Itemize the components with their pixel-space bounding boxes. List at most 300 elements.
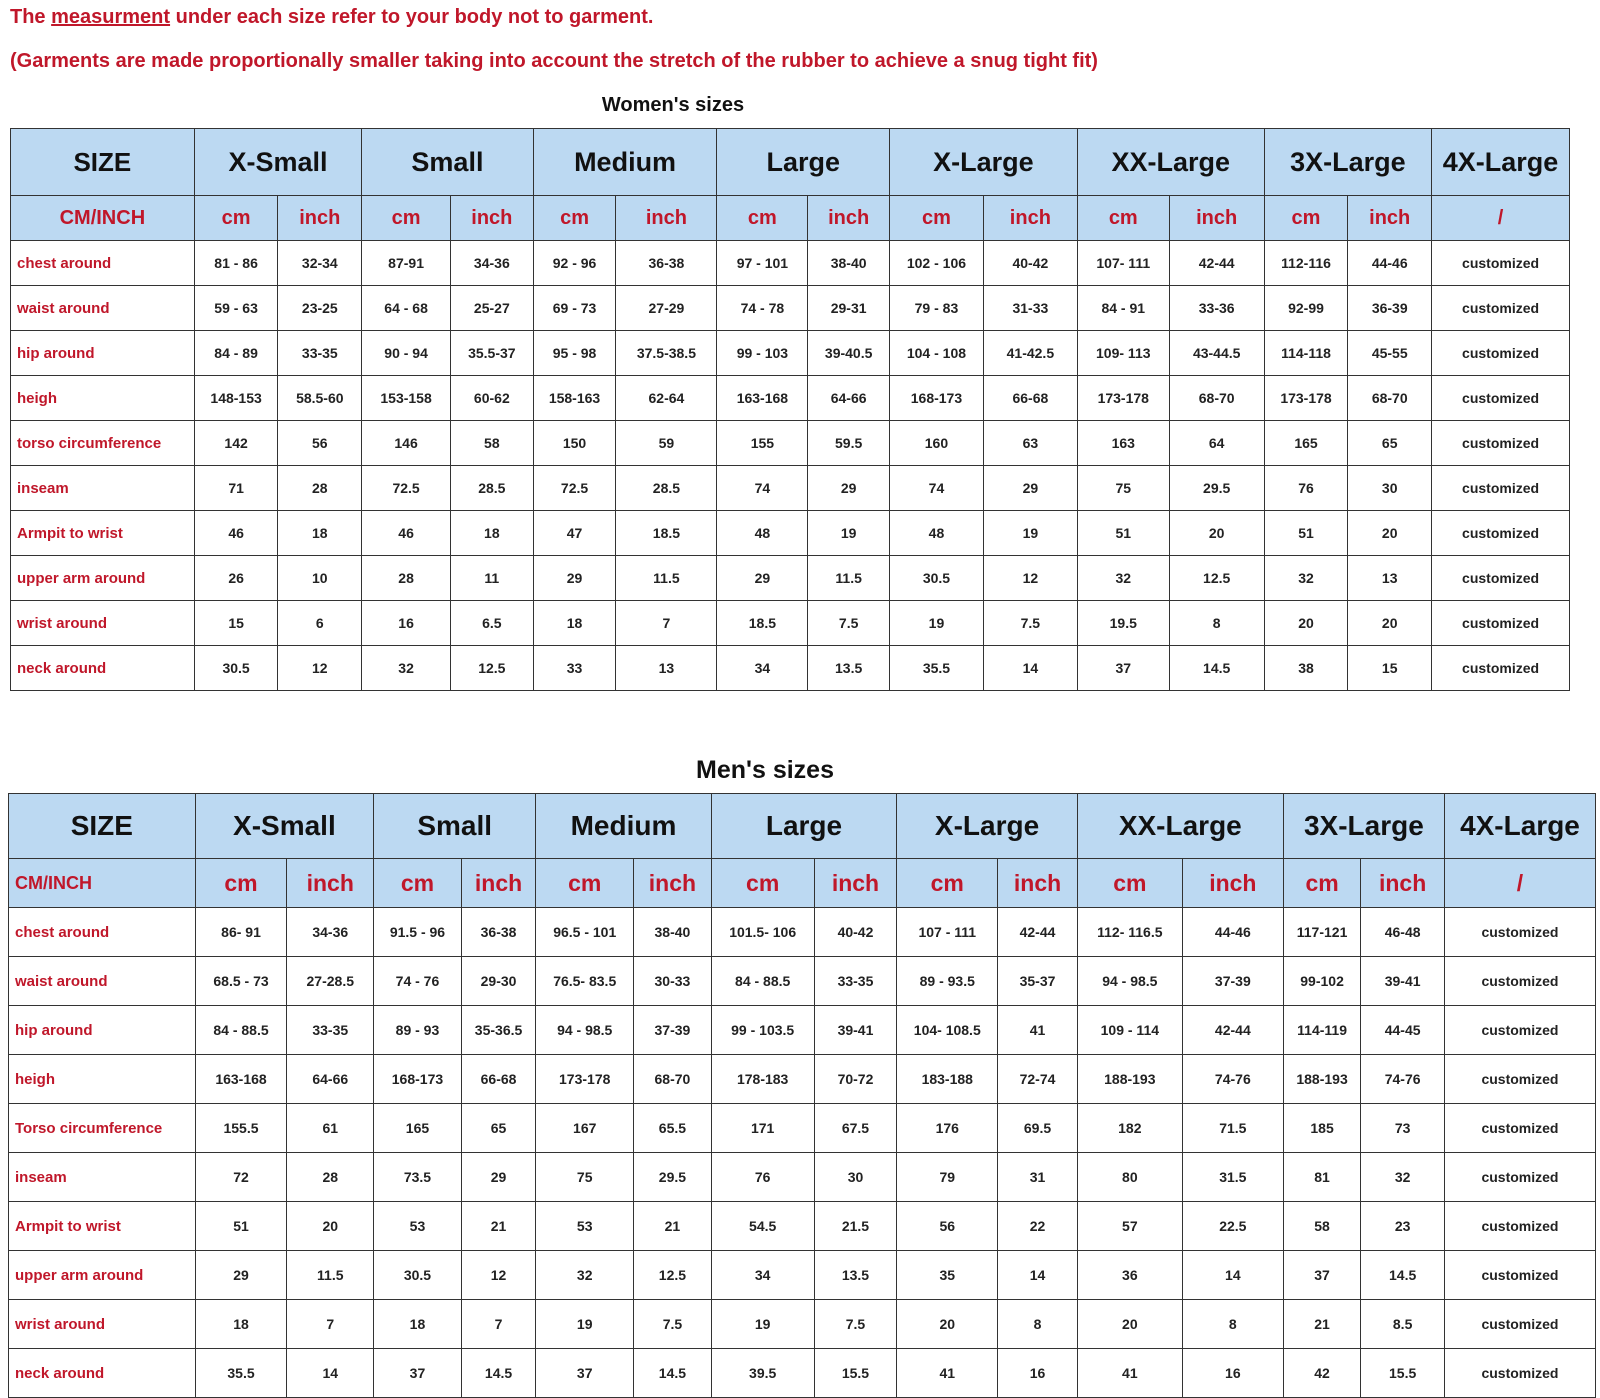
measurement-value: 171 <box>711 1104 814 1153</box>
measurement-value: 31 <box>998 1153 1078 1202</box>
measurement-value: 97 - 101 <box>717 241 808 286</box>
measurement-value: 59.5 <box>808 421 890 466</box>
size-name-cell: X-Large <box>889 129 1077 196</box>
measurement-value: 64 <box>1169 421 1264 466</box>
measurement-value: customized <box>1444 1006 1595 1055</box>
measurement-value: 112-116 <box>1264 241 1348 286</box>
measurement-value: 178-183 <box>711 1055 814 1104</box>
measurement-label: torso circumference <box>11 421 195 466</box>
measurement-value: 34 <box>717 646 808 691</box>
measurement-value: 188-193 <box>1283 1055 1361 1104</box>
measurement-value: 81 <box>1283 1153 1361 1202</box>
measurement-value: customized <box>1432 376 1570 421</box>
measurement-value: 21 <box>1283 1300 1361 1349</box>
measurement-value: 63 <box>983 421 1077 466</box>
measurement-value: 94 - 98.5 <box>1077 957 1182 1006</box>
measurement-value: 84 - 88.5 <box>195 1006 287 1055</box>
measurement-value: 37 <box>536 1349 634 1398</box>
unit-cell: cm <box>889 196 983 241</box>
measurement-value: 44-45 <box>1361 1006 1445 1055</box>
measurement-value: 79 <box>897 1153 998 1202</box>
measurement-value: 14 <box>998 1251 1078 1300</box>
measurement-value: customized <box>1444 908 1595 957</box>
measurement-value: 96.5 - 101 <box>536 908 634 957</box>
table-row <box>11 331 1570 376</box>
measurement-value: 58 <box>1283 1202 1361 1251</box>
table-row <box>11 421 1570 466</box>
measurement-label: heigh <box>9 1055 196 1104</box>
measurement-value: 185 <box>1283 1104 1361 1153</box>
measurement-value: 36-38 <box>461 908 535 957</box>
measurement-label: upper arm around <box>11 556 195 601</box>
measurement-label: Torso circumference <box>9 1104 196 1153</box>
table-row <box>9 908 1596 957</box>
measurement-label: chest around <box>9 908 196 957</box>
measurement-value: 7 <box>461 1300 535 1349</box>
measurement-value: 21 <box>634 1202 712 1251</box>
measurement-label: neck around <box>9 1349 196 1398</box>
measurement-value: 65 <box>1348 421 1432 466</box>
measurement-value: 29 <box>195 1251 287 1300</box>
measurement-value: 29-31 <box>808 286 890 331</box>
measurement-value: customized <box>1432 466 1570 511</box>
measurement-value: 64 - 68 <box>362 286 451 331</box>
measurement-value: 92-99 <box>1264 286 1348 331</box>
measurement-value: 28 <box>362 556 451 601</box>
measurement-value: 46 <box>194 511 278 556</box>
measurement-value: 42-44 <box>1169 241 1264 286</box>
measurement-value: 12 <box>278 646 362 691</box>
measurement-value: 68-70 <box>634 1055 712 1104</box>
measurement-value: 20 <box>1348 511 1432 556</box>
measurement-value: customized <box>1432 331 1570 376</box>
measurement-value: 44-46 <box>1182 908 1283 957</box>
measurement-value: 19 <box>536 1300 634 1349</box>
measurement-value: 35.5 <box>889 646 983 691</box>
measurement-value: 37 <box>1283 1251 1361 1300</box>
measurement-value: 81 - 86 <box>194 241 278 286</box>
table-row <box>9 1153 1596 1202</box>
note-suffix: under each size refer to your body not to garment. <box>170 6 654 28</box>
measurement-value: 107 - 111 <box>897 908 998 957</box>
measurement-value: 80 <box>1077 1153 1182 1202</box>
measurement-value: 32 <box>362 646 451 691</box>
measurement-value: 102 - 106 <box>889 241 983 286</box>
size-name-cell: XX-Large <box>1077 794 1283 859</box>
unit-cell: inch <box>1348 196 1432 241</box>
measurement-label: neck around <box>11 646 195 691</box>
measurement-value: 56 <box>897 1202 998 1251</box>
measurement-value: 20 <box>1169 511 1264 556</box>
measurement-value: customized <box>1432 286 1570 331</box>
measurement-value: 65.5 <box>634 1104 712 1153</box>
measurement-value: 69.5 <box>998 1104 1078 1153</box>
measurement-value: 34 <box>711 1251 814 1300</box>
measurement-value: 84 - 89 <box>194 331 278 376</box>
measurement-value: 38 <box>1264 646 1348 691</box>
unit-cell: / <box>1432 196 1570 241</box>
size-name-cell: X-Small <box>194 129 361 196</box>
measurement-value: 53 <box>374 1202 462 1251</box>
measurement-value: 74 <box>889 466 983 511</box>
measurement-value: 114-119 <box>1283 1006 1361 1055</box>
measurement-value: 66-68 <box>983 376 1077 421</box>
measurement-value: 19 <box>711 1300 814 1349</box>
measurement-value: 33 <box>533 646 616 691</box>
measurement-value: 41 <box>998 1006 1078 1055</box>
measurement-value: 34-36 <box>450 241 533 286</box>
measurement-value: 14.5 <box>1361 1251 1445 1300</box>
measurement-value: 59 <box>616 421 717 466</box>
measurement-value: 27-28.5 <box>287 957 374 1006</box>
measurement-value: 20 <box>1348 601 1432 646</box>
measurement-value: 39-41 <box>814 1006 897 1055</box>
measurement-value: 183-188 <box>897 1055 998 1104</box>
measurement-value: customized <box>1432 511 1570 556</box>
measurement-value: 21 <box>461 1202 535 1251</box>
measurement-value: 22.5 <box>1182 1202 1283 1251</box>
measurement-value: 56 <box>278 421 362 466</box>
note-underlined-word: measurment <box>51 6 171 28</box>
measurement-value: 33-35 <box>814 957 897 1006</box>
measurement-value: 188-193 <box>1077 1055 1182 1104</box>
measurement-value: 42-44 <box>998 908 1078 957</box>
unit-cell: cm <box>194 196 278 241</box>
measurement-value: 150 <box>533 421 616 466</box>
measurement-value: 30.5 <box>374 1251 462 1300</box>
unit-cell: / <box>1444 859 1595 908</box>
measurement-value: 8 <box>1169 601 1264 646</box>
measurement-value: 34-36 <box>287 908 374 957</box>
measurement-value: 146 <box>362 421 451 466</box>
measurement-value: 11.5 <box>808 556 890 601</box>
unit-cell: cm <box>533 196 616 241</box>
measurement-value: 68-70 <box>1169 376 1264 421</box>
measurement-value: 14 <box>287 1349 374 1398</box>
unit-cell: cm <box>711 859 814 908</box>
unit-header-row <box>9 859 1596 908</box>
measurement-value: 68-70 <box>1348 376 1432 421</box>
measurement-value: 37-39 <box>634 1006 712 1055</box>
measurement-value: 76 <box>711 1153 814 1202</box>
measurement-value: 91.5 - 96 <box>374 908 462 957</box>
measurement-value: 29 <box>533 556 616 601</box>
measurement-value: 15 <box>194 601 278 646</box>
measurement-value: 11 <box>450 556 533 601</box>
size-header-row <box>9 794 1596 859</box>
women-sizes-caption: Women's sizes <box>601 94 745 116</box>
measurement-value: 11.5 <box>616 556 717 601</box>
measurement-value: 60-62 <box>450 376 533 421</box>
measurement-label: heigh <box>11 376 195 421</box>
measurement-value: 35-36.5 <box>461 1006 535 1055</box>
measurement-value: 148-153 <box>194 376 278 421</box>
measurement-value: 30 <box>1348 466 1432 511</box>
measurement-value: 160 <box>889 421 983 466</box>
measurement-value: 35 <box>897 1251 998 1300</box>
measurement-value: 28.5 <box>450 466 533 511</box>
measurement-value: 14.5 <box>461 1349 535 1398</box>
table-row <box>11 601 1570 646</box>
measurement-value: 18.5 <box>717 601 808 646</box>
measurement-value: 99 - 103.5 <box>711 1006 814 1055</box>
measurement-value: 7.5 <box>808 601 890 646</box>
measurement-value: 155 <box>717 421 808 466</box>
measurement-value: 163 <box>1077 421 1169 466</box>
unit-cell: cm <box>897 859 998 908</box>
measurement-value: 29 <box>808 466 890 511</box>
measurement-value: 30 <box>814 1153 897 1202</box>
measurement-value: 69 - 73 <box>533 286 616 331</box>
unit-cell: cm <box>1077 859 1182 908</box>
measurement-value: 39-41 <box>1361 957 1445 1006</box>
unit-cell: cm <box>374 859 462 908</box>
measurement-value: 71 <box>194 466 278 511</box>
measurement-value: 10 <box>278 556 362 601</box>
measurement-value: 62-64 <box>616 376 717 421</box>
size-name-cell: Medium <box>533 129 717 196</box>
measurement-value: 40-42 <box>983 241 1077 286</box>
measurement-value: customized <box>1444 1349 1595 1398</box>
table-row <box>9 1300 1596 1349</box>
table-row <box>11 286 1570 331</box>
measurement-value: 41 <box>897 1349 998 1398</box>
measurement-value: 72.5 <box>362 466 451 511</box>
measurement-value: 18 <box>450 511 533 556</box>
table-row <box>9 1055 1596 1104</box>
measurement-value: 36-39 <box>1348 286 1432 331</box>
measurement-value: 18 <box>374 1300 462 1349</box>
table-row <box>9 1006 1596 1055</box>
unit-cell: inch <box>278 196 362 241</box>
measurement-value: 173-178 <box>1077 376 1169 421</box>
measurement-label: waist around <box>9 957 196 1006</box>
measurement-value: 32 <box>1264 556 1348 601</box>
size-name-cell: Large <box>711 794 897 859</box>
measurement-value: 7.5 <box>634 1300 712 1349</box>
note-prefix: The <box>10 6 52 28</box>
unit-cell: inch <box>461 859 535 908</box>
measurement-value: 58 <box>450 421 533 466</box>
table-row <box>11 511 1570 556</box>
measurement-value: 33-36 <box>1169 286 1264 331</box>
measurement-value: 168-173 <box>374 1055 462 1104</box>
measurement-value: 65 <box>461 1104 535 1153</box>
size-name-cell: 4X-Large <box>1432 129 1570 196</box>
measurement-value: 86- 91 <box>195 908 287 957</box>
measurement-value: 19 <box>983 511 1077 556</box>
size-header-cell: SIZE <box>9 794 196 859</box>
measurement-value: 53 <box>536 1202 634 1251</box>
table-row <box>11 466 1570 511</box>
measurement-value: 58.5-60 <box>278 376 362 421</box>
unit-header-row <box>11 196 1570 241</box>
size-name-cell: X-Small <box>195 794 373 859</box>
measurement-value: 6 <box>278 601 362 646</box>
measurement-value: 99-102 <box>1283 957 1361 1006</box>
measurement-value: 38-40 <box>634 908 712 957</box>
measurement-value: 12 <box>983 556 1077 601</box>
measurement-value: 32 <box>536 1251 634 1300</box>
measurement-value: 35-37 <box>998 957 1078 1006</box>
men-sizes-caption: Men's sizes <box>696 756 834 784</box>
measurement-value: 46-48 <box>1361 908 1445 957</box>
measurement-value: 42-44 <box>1182 1006 1283 1055</box>
size-name-cell: XX-Large <box>1077 129 1264 196</box>
table-row <box>9 1202 1596 1251</box>
table-row <box>9 1349 1596 1398</box>
measurement-value: customized <box>1432 601 1570 646</box>
measurement-value: 35.5 <box>195 1349 287 1398</box>
measurement-value: 70-72 <box>814 1055 897 1104</box>
measurement-value: customized <box>1432 421 1570 466</box>
measurement-value: 29 <box>717 556 808 601</box>
unit-header-cell: CM/INCH <box>9 859 196 908</box>
measurement-label: waist around <box>11 286 195 331</box>
measurement-value: 92 - 96 <box>533 241 616 286</box>
measurement-value: 19 <box>889 601 983 646</box>
men-size-table <box>8 793 1596 1398</box>
measurement-value: 167 <box>536 1104 634 1153</box>
measurement-value: 16 <box>998 1349 1078 1398</box>
measurement-value: 18.5 <box>616 511 717 556</box>
measurement-value: 51 <box>1264 511 1348 556</box>
measurement-value: 7.5 <box>983 601 1077 646</box>
measurement-value: 36-38 <box>616 241 717 286</box>
measurement-value: 14.5 <box>634 1349 712 1398</box>
measurement-value: 64-66 <box>808 376 890 421</box>
measurement-value: 48 <box>889 511 983 556</box>
measurement-value: 61 <box>287 1104 374 1153</box>
measurement-value: 29-30 <box>461 957 535 1006</box>
measurement-value: 46 <box>362 511 451 556</box>
measurement-value: 7.5 <box>814 1300 897 1349</box>
measurement-value: 15.5 <box>1361 1349 1445 1398</box>
measurement-value: 13.5 <box>814 1251 897 1300</box>
measurement-value: 51 <box>195 1202 287 1251</box>
measurement-value: 22 <box>998 1202 1078 1251</box>
measurement-value: 155.5 <box>195 1104 287 1153</box>
measurement-value: 16 <box>362 601 451 646</box>
measurement-value: 90 - 94 <box>362 331 451 376</box>
measurement-value: 89 - 93.5 <box>897 957 998 1006</box>
measurement-value: 51 <box>1077 511 1169 556</box>
size-name-cell: 3X-Large <box>1264 129 1431 196</box>
measurement-value: 33-35 <box>278 331 362 376</box>
measurement-value: 38-40 <box>808 241 890 286</box>
measurement-value: 79 - 83 <box>889 286 983 331</box>
table-row <box>9 957 1596 1006</box>
measurement-value: 40-42 <box>814 908 897 957</box>
measurement-label: upper arm around <box>9 1251 196 1300</box>
measurement-value: 28 <box>287 1153 374 1202</box>
measurement-value: 66-68 <box>461 1055 535 1104</box>
measurement-value: 54.5 <box>711 1202 814 1251</box>
measurement-value: 31.5 <box>1182 1153 1283 1202</box>
size-header-cell: SIZE <box>11 129 195 196</box>
measurement-value: 75 <box>536 1153 634 1202</box>
measurement-value: 20 <box>897 1300 998 1349</box>
measurement-label: inseam <box>11 466 195 511</box>
size-name-cell: Small <box>362 129 534 196</box>
measurement-value: 18 <box>195 1300 287 1349</box>
measurement-value: customized <box>1444 1153 1595 1202</box>
measurement-value: 7 <box>616 601 717 646</box>
unit-cell: cm <box>195 859 287 908</box>
measurement-value: 26 <box>194 556 278 601</box>
unit-cell: cm <box>1283 859 1361 908</box>
measurement-label: wrist around <box>11 601 195 646</box>
measurement-value: 74-76 <box>1361 1055 1445 1104</box>
measurement-value: 28 <box>278 466 362 511</box>
measurement-value: 68.5 - 73 <box>195 957 287 1006</box>
measurement-value: 13 <box>616 646 717 691</box>
measurement-value: 176 <box>897 1104 998 1153</box>
unit-cell: inch <box>1169 196 1264 241</box>
table-row <box>11 556 1570 601</box>
measurement-value: 173-178 <box>1264 376 1348 421</box>
unit-cell: inch <box>998 859 1078 908</box>
measurement-value: customized <box>1432 646 1570 691</box>
garment-fit-note: (Garments are made proportionally smaller taking into account the stretch of the rubber to achieve a snug tight fit) <box>10 50 1098 72</box>
measurement-value: 74-76 <box>1182 1055 1283 1104</box>
measurement-value: 18 <box>533 601 616 646</box>
measurement-value: 168-173 <box>889 376 983 421</box>
measurement-value: customized <box>1432 556 1570 601</box>
measurement-value: 14.5 <box>1169 646 1264 691</box>
measurement-value: 67.5 <box>814 1104 897 1153</box>
measurement-value: 99 - 103 <box>717 331 808 376</box>
measurement-value: 89 - 93 <box>374 1006 462 1055</box>
measurement-value: 117-121 <box>1283 908 1361 957</box>
measurement-value: 163-168 <box>717 376 808 421</box>
measurement-value: 74 - 76 <box>374 957 462 1006</box>
measurement-value: 87-91 <box>362 241 451 286</box>
measurement-value: 163-168 <box>195 1055 287 1104</box>
body-measurement-note <box>10 6 653 29</box>
measurement-value: 28.5 <box>616 466 717 511</box>
unit-cell: inch <box>983 196 1077 241</box>
measurement-value: 19 <box>808 511 890 556</box>
measurement-value: 32-34 <box>278 241 362 286</box>
measurement-value: 20 <box>1077 1300 1182 1349</box>
measurement-label: hip around <box>9 1006 196 1055</box>
unit-cell: cm <box>362 196 451 241</box>
measurement-value: 37-39 <box>1182 957 1283 1006</box>
measurement-value: 95 - 98 <box>533 331 616 376</box>
unit-cell: inch <box>634 859 712 908</box>
measurement-value: 44-46 <box>1348 241 1432 286</box>
measurement-value: 6.5 <box>450 601 533 646</box>
measurement-value: 173-178 <box>536 1055 634 1104</box>
measurement-value: 12.5 <box>1169 556 1264 601</box>
measurement-value: 20 <box>287 1202 374 1251</box>
women-size-table <box>10 128 1570 691</box>
measurement-value: 13.5 <box>808 646 890 691</box>
measurement-value: 29 <box>983 466 1077 511</box>
measurement-value: 31-33 <box>983 286 1077 331</box>
measurement-value: 15 <box>1348 646 1432 691</box>
measurement-value: 45-55 <box>1348 331 1432 376</box>
measurement-value: customized <box>1444 1202 1595 1251</box>
measurement-value: 32 <box>1077 556 1169 601</box>
unit-cell: cm <box>1077 196 1169 241</box>
size-name-cell: Small <box>374 794 536 859</box>
measurement-value: 12.5 <box>634 1251 712 1300</box>
unit-cell: inch <box>450 196 533 241</box>
unit-cell: inch <box>814 859 897 908</box>
table-row <box>11 241 1570 286</box>
